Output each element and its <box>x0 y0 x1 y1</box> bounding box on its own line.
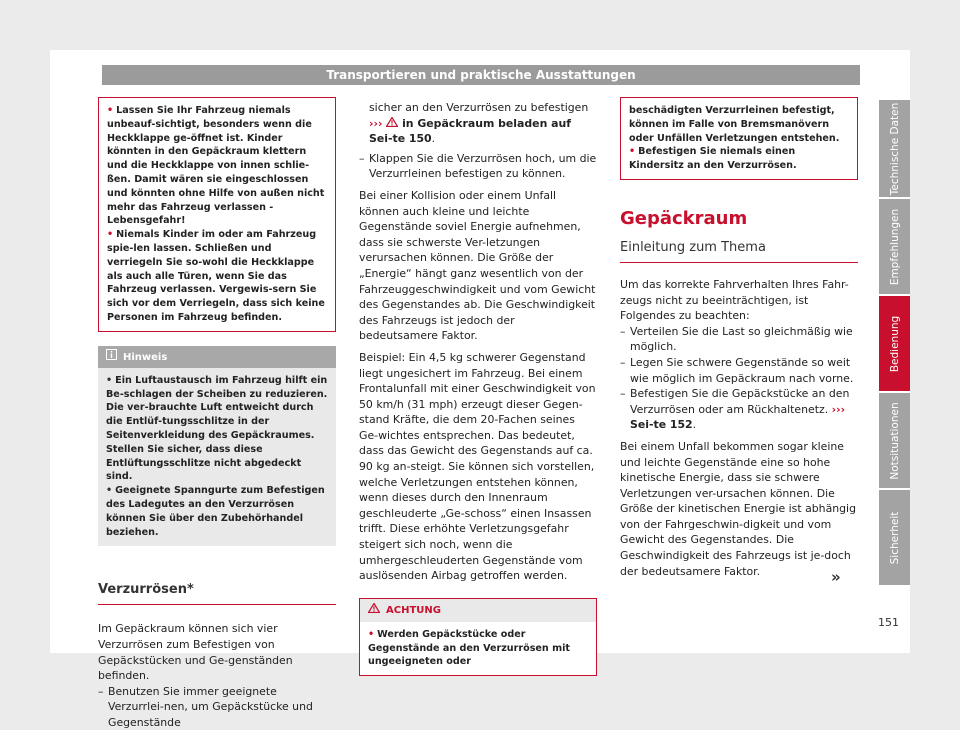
tab-technische-daten[interactable]: Technische Daten <box>879 100 910 197</box>
page <box>50 50 910 729</box>
warning-item: beschädigten Verzurrleinen befestigt, können im Falle von Bremsmanövern oder Unfällen Verletzungen entstehen. <box>629 105 840 144</box>
tab-sicherheit[interactable]: Sicherheit <box>879 490 910 585</box>
paragraph: Beispiel: Ein 4,5 kg schwerer Gegenstand liegt ungesichert im Fahrzeug. Bei einem Frontalunfall mit einer Geschwindigkeit von 50 km/h (31 mph) erzeugt dieser Gegen-stand Kräfte, die dem 20-Fachen seines Ge-wichtes entsprechen. Das bedeutet, dass das Gewicht des Gegenstands auf ca. 90 kg an-steigt. Sie können sich vorstellen, welche Verletzungen entstehen können, wenn dieses durch den Innenraum geschleuderte „Ge-schoss“ einen Insassen trifft. Diese erhöhte Verletzungsgefahr steigert sich noch, wenn die umhergeschleuderten Gegenstände vom auslösenden Airbag getroffen werden. <box>359 350 596 583</box>
page-reference-link[interactable]: ››› in Gepäckraum beladen auf Sei-te 150 <box>369 116 571 146</box>
note-box <box>98 346 336 547</box>
note-item: • Geeignete Spanngurte zum Befestigen des Ladegutes an den Verzurrösen können Sie über den Zubehörhandel beziehen. <box>106 485 325 538</box>
sub-title: Einleitung zum Thema <box>620 240 858 263</box>
warning-item: • Lassen Sie Ihr Fahrzeug niemals unbeauf-sichtigt, besonders wenn die Heckklappe ge-öffnet ist. Kinder könnten in den Gepäckraum klettern und die Heckklappe von innen schlie-ßen. Damit wären sie eingeschlossen und könnten ohne Hilfe von außen nicht mehr das Fahrzeug verlassen - Lebensgefahr! <box>107 105 325 227</box>
list-item: – Benutzen Sie immer geeignete Verzurrlei-nen, um Gepäckstücke und Gegenstände <box>98 684 313 729</box>
note-title: Hinweis <box>123 351 168 363</box>
warning-header <box>360 599 596 622</box>
warning-item: • Niemals Kinder im oder am Fahrzeug spie-len lassen. Schließen und verriegeln Sie so-wohl die Heckklappe als auch alle Türen, wenn Sie das Fahrzeug verlassen. Vergewis-sern Sie sich vor dem Verriegeln, dass sich keine Personen im Fahrzeug befinden. <box>107 229 325 323</box>
warning-box-continued <box>620 97 858 180</box>
warning-triangle-icon <box>386 117 398 130</box>
warning-item: • Werden Gepäckstücke oder Gegenstände an den Verzurrösen mit ungeeigneten oder <box>368 628 570 668</box>
paragraph: Um das korrekte Fahrverhalten Ihres Fahr-zeugs nicht zu beeinträchtigen, ist Folgendes zu beachten: <box>620 277 849 323</box>
column-2 <box>359 100 597 676</box>
tab-bedienung[interactable]: Bedienung <box>879 296 910 391</box>
warning-box-continued <box>98 97 336 332</box>
warning-title: ACHTUNG <box>386 604 441 616</box>
list-item: – Legen Sie schwere Gegenstände so weit wie möglich im Gepäckraum nach vorne. <box>620 355 854 385</box>
column-3 <box>620 97 858 579</box>
paragraph: Im Gepäckraum können sich vier Verzurrösen zum Befestigen von Gepäckstücken und Ge-genständen befinden. <box>98 622 293 683</box>
note-header <box>98 346 336 368</box>
continue-arrow-icon: » <box>831 568 841 586</box>
warning-triangle-icon <box>368 603 380 618</box>
tab-notsituationen[interactable]: Notsituationen <box>879 393 910 488</box>
tab-empfehlungen[interactable]: Empfehlungen <box>879 199 910 294</box>
column-1 <box>98 97 336 730</box>
main-title: Gepäckraum <box>620 207 748 229</box>
page-number: 151 <box>878 616 899 629</box>
section-title: Verzurrösen* <box>98 582 336 605</box>
warning-item: • Befestigen Sie niemals einen Kindersitz an den Verzurrösen. <box>629 146 797 172</box>
page-reference-link[interactable]: ››› Sei-te 152 <box>630 402 846 432</box>
list-item: – Klappen Sie die Verzurrösen hoch, um die Verzurrleinen befestigen zu können. <box>359 151 597 181</box>
list-item-continued: sicher an den Verzurrösen zu befestigen ››› in Gepäckraum beladen auf Sei-te 150. <box>369 101 589 146</box>
warning-box <box>359 598 597 676</box>
list-item: – Befestigen Sie die Gepäckstücke an den Verzurrösen oder am Rückhaltenetz. ››› Sei-te 152. <box>620 387 850 432</box>
paragraph: Bei einem Unfall bekommen sogar kleine und leichte Gegenstände eine so hohe kinetische Energie, dass sie schwere Verletzungen ver-ursachen können. Die Größe der kinetischen Energie ist abhängig von der Fahrgeschwin-digkeit und vom Gewicht des Gegenstandes. Die Geschwindigkeit des Fahrzeugs ist je-doch der bedeutsamere Faktor. <box>620 439 856 578</box>
note-item: • Ein Luftaustausch im Fahrzeug hilft ein Be-schlagen der Scheiben zu reduzieren. Die ver-brauchte Luft entweicht durch die Entlüf-tungsschlitze in der Seitenverkleidung des Gepäckraumes. Stellen Sie sicher, dass diese Entlüftungsschlitze nicht abgedeckt sind. <box>106 374 328 483</box>
paragraph: Bei einer Kollision oder einem Unfall können auch kleine und leichte Gegenstände soviel Energie aufnehmen, dass sie schwerste Ver-letzungen verursachen können. Die Größe der „Energie“ hängt ganz wesentlich von der Fahrzeuggeschwindigkeit und vom Gewicht des Gegenstandes ab. Die Geschwindigkeit des Fahrzeugs ist jedoch der bedeutsamere Faktor. <box>359 188 596 343</box>
chapter-header: Transportieren und praktische Ausstattungen <box>102 65 860 85</box>
info-icon <box>106 349 117 365</box>
list-item: – Verteilen Sie die Last so gleichmäßig wie möglich. <box>620 324 853 354</box>
